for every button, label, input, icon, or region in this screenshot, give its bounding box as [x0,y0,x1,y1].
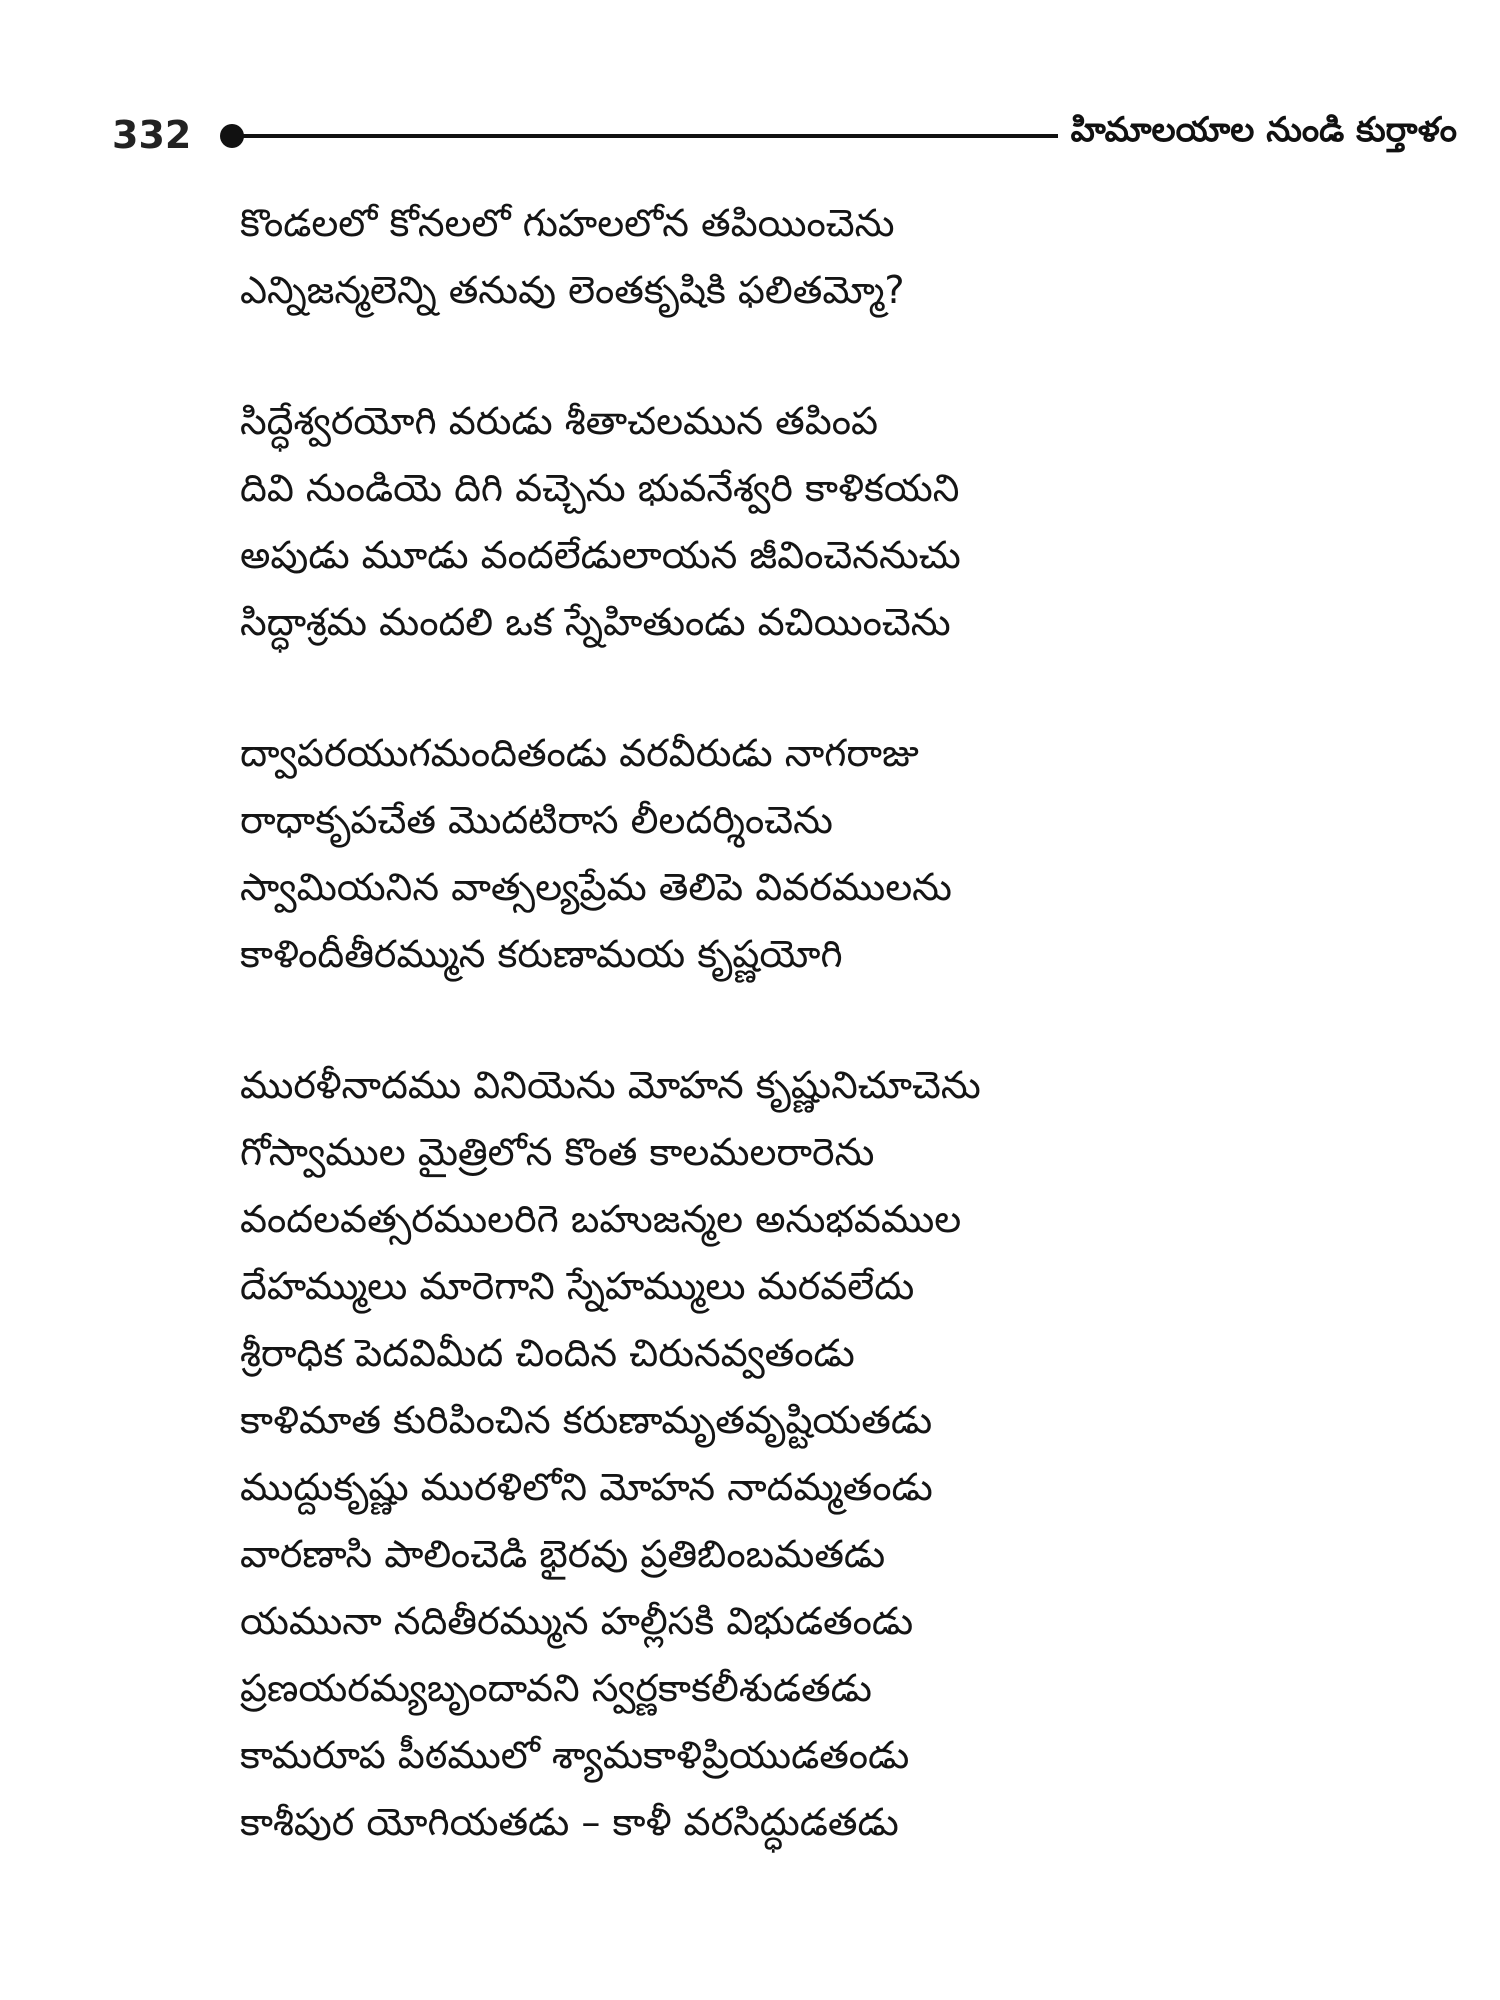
poem-line: అపుడు మూడు వందలేడులాయన జీవించెననుచు [240,533,961,577]
stanza-1 [240,190,1440,324]
poem-line: శ్రీరాధిక పెదవిమీద చిందిన చిరునవ్వతండు [240,1331,855,1375]
poem-line: ఎన్నిజన్మలెన్ని తనువు లెంతకృషికి ఫలితమ్మో? [240,268,905,312]
poem-line: వందలవత్సరములరిగె బహుజన్మల అనుభవముల [240,1197,962,1241]
poem-line: మురళీనాదము వినియెను మోహన కృష్ణునిచూచెను [240,1063,981,1107]
stanza-4 [240,1052,1440,1856]
poem-line: సిద్ధాశ్రమ మందలి ఒక స్నేహితుండు వచియించెను [240,600,951,644]
poem-line: కాశీపుర యోగియతడు – కాళీ వరసిద్ధుడతడు [240,1800,899,1844]
poem-line: ముద్దుకృష్ణు మురళిలోని మోహన నాదమ్మతండు [240,1465,933,1509]
poem-line: కొండలలో కోనలలో గుహలలోన తపియించెను [240,201,895,245]
poem-line: ప్రణయరమ్యబృందావని స్వర్ణకాకలీశుడతడు [240,1666,872,1710]
page-number: 332 [112,113,192,157]
header-rule [238,134,1058,138]
running-title: హిమాలయాల నుండి కుర్తాళం [1070,110,1457,150]
stanza-3 [240,720,1440,988]
poem-line: రాధాకృపచేత మొదటిరాస లీలదర్శించెను [240,798,833,842]
poem-line: దేహమ్ములు మారెగాని స్నేహమ్ములు మరవలేదు [240,1264,915,1308]
poem-line: దివి నుండియె దిగి వచ్చెను భువనేశ్వరి కాళికయని [240,466,960,510]
poem-line: గోస్వాముల మైత్రిలోన కొంత కాలమలరారెను [240,1130,875,1174]
page-header [112,110,1457,170]
poem-line: యమునా నదితీరమ్మున హల్లీసకి విభుడతండు [240,1599,914,1643]
poem-line: ద్వాపరయుగమందితండు వరవీరుడు నాగరాజు [240,731,919,775]
poem-line: కాళిందీతీరమ్మున కరుణామయ కృష్ణయోగి [240,932,843,976]
poem-line: స్వామియనిన వాత్సల్యప్రేమ తెలిపె వివరములను [240,865,952,909]
poem-line: కాళిమాత కురిపించిన కరుణామృతవృష్టియతడు [240,1398,933,1442]
poem-line: కామరూప పీఠములో శ్యామకాళిప్రియుడతండు [240,1733,910,1777]
poem-line: వారణాసి పాలించెడి భైరవు ప్రతిబింబమతడు [240,1532,886,1576]
stanza-2 [240,388,1440,656]
poem-body [240,190,1440,1856]
poem-line: సిద్ధేశ్వరయోగి వరుడు శీతాచలమున తపింప [240,399,879,443]
